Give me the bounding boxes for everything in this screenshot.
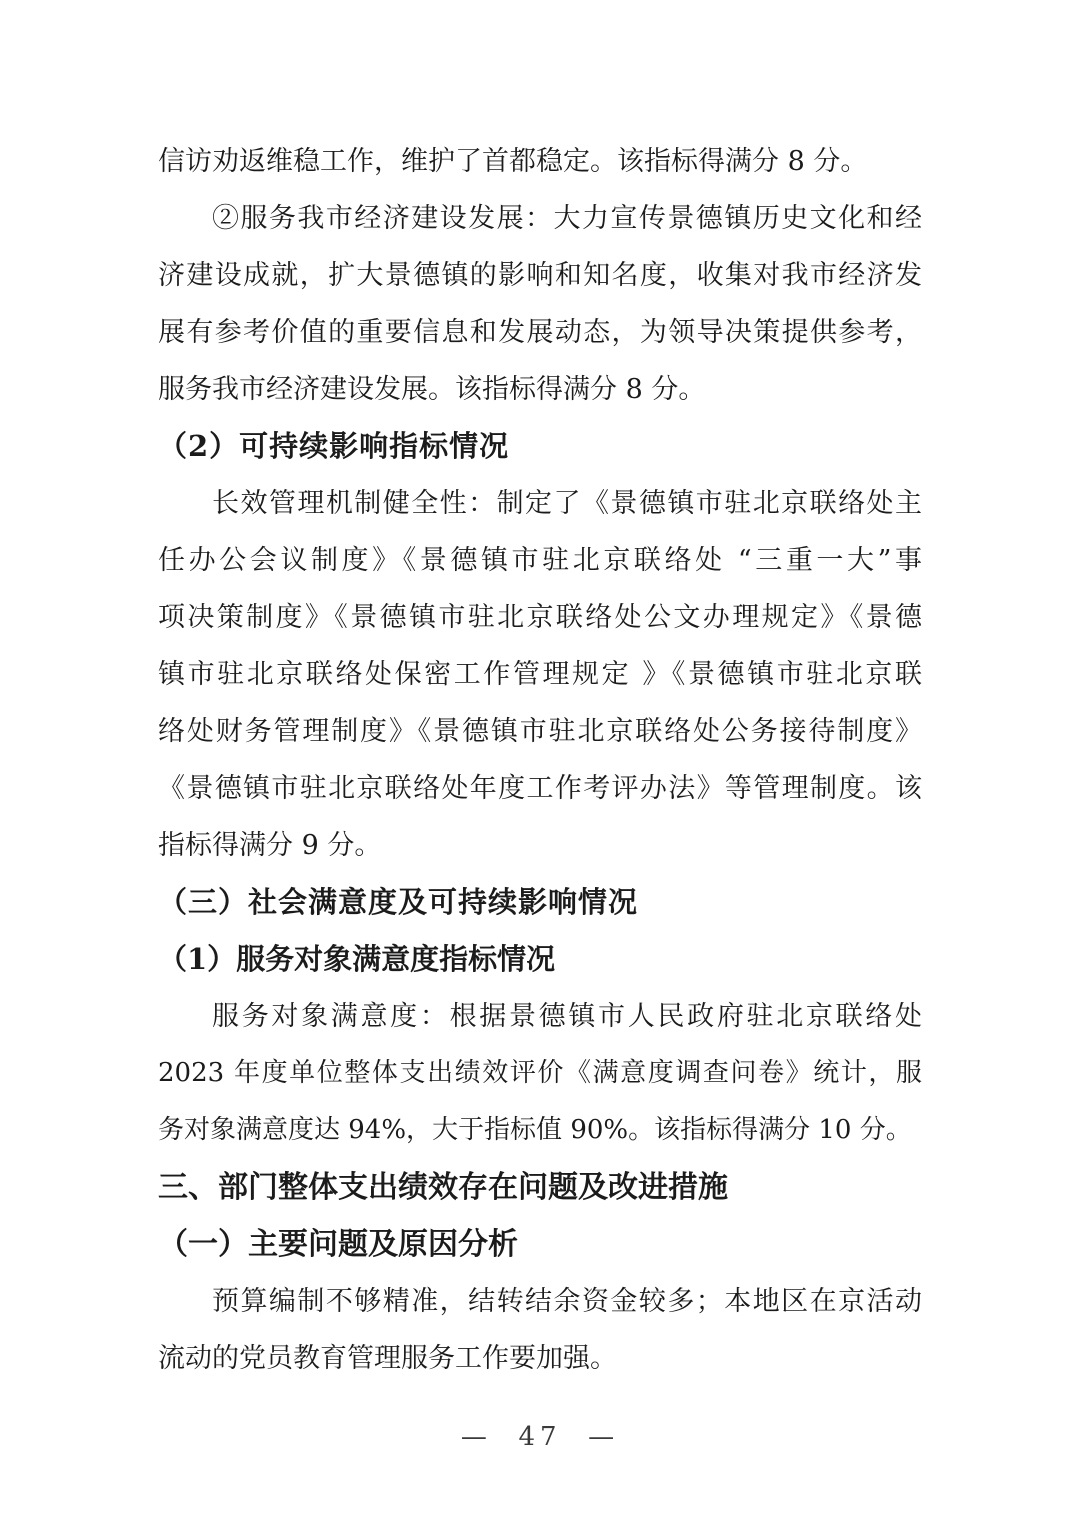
heading-section-2-sustainable-impact: （2）可持续影响指标情况 bbox=[158, 429, 510, 463]
heading-sub-one-main-problems-analysis: （一）主要问题及原因分析 bbox=[158, 1227, 518, 1262]
doc-line-01: 信访劝返维稳工作，维护了首都稳定。该指标得满分 8 分。 bbox=[158, 146, 868, 177]
page-number: — 47 — bbox=[460, 1422, 620, 1452]
doc-line-04: 展有参考价值的重要信息和发展动态，为领导决策提供参考， bbox=[158, 317, 922, 348]
doc-line-17: 2023 年度单位整体支出绩效评价《满意度调查问卷》统计，服 bbox=[158, 1058, 922, 1088]
doc-line-05: 服务我市经济建设发展。该指标得满分 8 分。 bbox=[158, 374, 706, 405]
doc-line-10: 镇市驻北京联络处保密工作管理规定 》《景德镇市驻北京联 bbox=[158, 659, 922, 690]
doc-line-08: 任办公会议制度》《景德镇市驻北京联络处 “三重一大”事 bbox=[158, 545, 922, 576]
doc-line-16: 服务对象满意度：根据景德镇市人民政府驻北京联络处 bbox=[212, 1001, 922, 1032]
doc-line-22: 流动的党员教育管理服务工作要加强。 bbox=[158, 1343, 617, 1374]
doc-line-02: ②服务我市经济建设发展：大力宣传景德镇历史文化和经 bbox=[212, 203, 922, 234]
heading-section-three-satisfaction-impact: （三）社会满意度及可持续影响情况 bbox=[158, 885, 639, 919]
doc-line-07: 长效管理机制健全性：制定了《景德镇市驻北京联络处主 bbox=[212, 488, 922, 519]
heading-sub-1-service-target-satisfaction: （1）服务对象满意度指标情况 bbox=[158, 942, 556, 976]
doc-line-18: 务对象满意度达 94%，大于指标值 90%。该指标得满分 10 分。 bbox=[158, 1115, 912, 1145]
heading-part-three-problems-and-measures: 三、部门整体支出绩效存在问题及改进措施 bbox=[158, 1170, 728, 1205]
doc-line-09: 项决策制度》《景德镇市驻北京联络处公文办理规定》《景德 bbox=[158, 602, 922, 633]
doc-line-03: 济建设成就，扩大景德镇的影响和知名度，收集对我市经济发 bbox=[158, 260, 922, 291]
doc-line-11: 络处财务管理制度》《景德镇市驻北京联络处公务接待制度》 bbox=[158, 716, 922, 747]
doc-line-12: 《景德镇市驻北京联络处年度工作考评办法》等管理制度。该 bbox=[158, 773, 922, 804]
doc-line-21: 预算编制不够精准，结转结余资金较多；本地区在京活动 bbox=[212, 1286, 922, 1317]
doc-line-13: 指标得满分 9 分。 bbox=[158, 830, 382, 861]
